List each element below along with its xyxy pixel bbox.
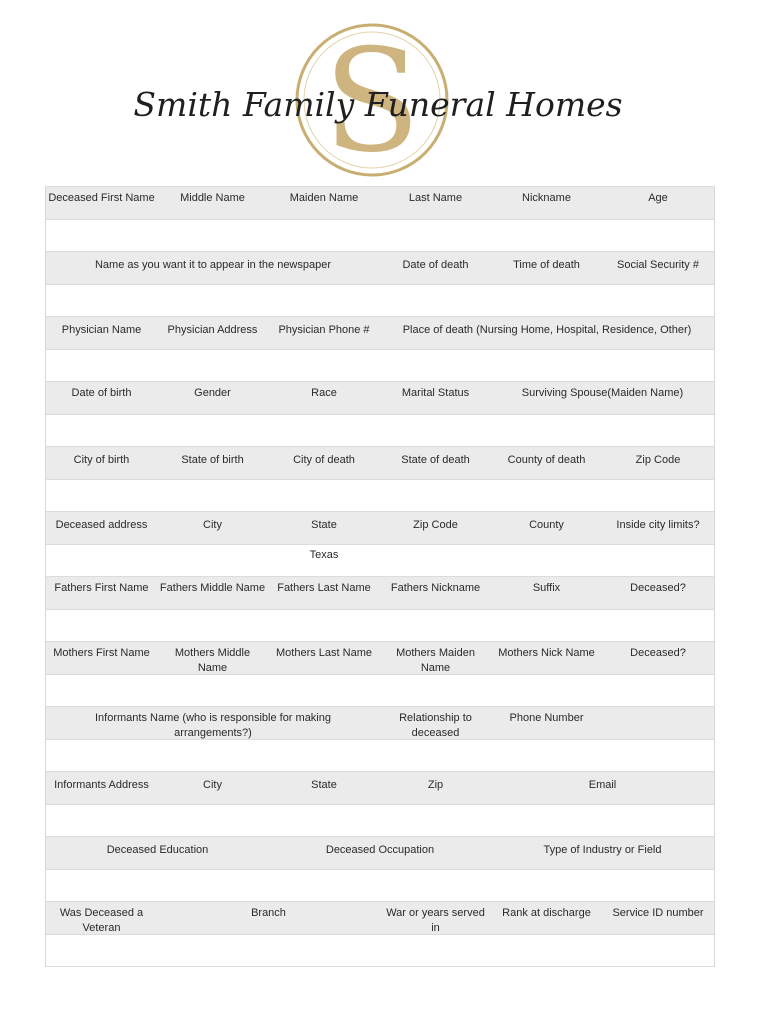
row-location-values[interactable] (46, 479, 714, 511)
row-mother-values[interactable] (46, 674, 714, 706)
label-informant-city: City (203, 779, 222, 791)
label-place-of-death: Place of death (Nursing Home, Hospital, Residence, Other) (402, 324, 692, 336)
label-rank: Rank at discharge (502, 907, 591, 919)
label-mothers-first-name: Mothers First Name (53, 647, 150, 659)
funeral-home-logo (0, 0, 770, 185)
label-city-of-birth: City of birth (73, 454, 130, 466)
label-mothers-middle-name: Mothers Middle Name (174, 647, 251, 674)
label-gender: Gender (194, 387, 231, 399)
label-industry: Type of Industry or Field (543, 844, 662, 856)
label-fathers-last-name: Fathers Last Name (277, 582, 371, 594)
row-informant-address-labels (46, 771, 714, 804)
label-city-of-death: City of death (293, 454, 355, 466)
row-address-labels (46, 511, 714, 544)
label-social-security: Social Security # (617, 259, 699, 271)
label-middle-name: Middle Name (180, 192, 245, 204)
label-time-of-death: Time of death (513, 259, 580, 271)
label-state-of-death: State of death (401, 454, 470, 466)
row-name-values[interactable] (46, 219, 714, 251)
label-informants-name: Informants Name (who is responsible for making arrangements?) (95, 712, 331, 739)
value-address-state[interactable]: Texas (309, 549, 339, 561)
row-education-labels (46, 836, 714, 869)
label-informant-state: State (311, 779, 337, 791)
row-location-labels (46, 446, 714, 479)
row-birth-values[interactable] (46, 414, 714, 446)
label-age: Age (648, 192, 668, 204)
label-physician-name: Physician Name (61, 324, 142, 336)
label-mothers-maiden-name: Mothers Maiden Name (396, 647, 475, 674)
label-inside-city-limits: Inside city limits? (616, 519, 700, 531)
label-county-of-death: County of death (507, 454, 586, 466)
label-fathers-middle-name: Fathers Middle Name (159, 582, 266, 594)
label-address-county: County (529, 519, 564, 531)
label-branch: Branch (251, 907, 286, 919)
label-mother-deceased: Deceased? (630, 647, 686, 659)
label-war-years: War or years served in (386, 907, 485, 934)
label-last-name: Last Name (408, 192, 463, 204)
label-mothers-last-name: Mothers Last Name (276, 647, 372, 659)
row-mother-labels (46, 641, 714, 674)
row-education-values[interactable] (46, 869, 714, 901)
row-obituary-values[interactable] (46, 284, 714, 316)
label-deceased-education: Deceased Education (106, 844, 209, 856)
label-physician-address: Physician Address (167, 324, 258, 336)
label-surviving-spouse: Surviving Spouse(Maiden Name) (521, 387, 684, 399)
label-suffix: Suffix (532, 582, 561, 594)
row-informant-values[interactable] (46, 739, 714, 771)
label-date-of-death: Date of death (402, 259, 469, 271)
label-address-city: City (203, 519, 222, 531)
row-obituary-labels (46, 251, 714, 284)
label-address-state: State (311, 519, 337, 531)
row-veteran-values[interactable] (46, 934, 714, 967)
label-informants-address: Informants Address (54, 779, 149, 791)
label-address-zip: Zip Code (413, 519, 458, 531)
row-father-values[interactable] (46, 609, 714, 641)
label-deceased-first-name: Deceased First Name (48, 192, 155, 204)
label-physician-phone: Physician Phone # (278, 324, 370, 336)
label-phone-number: Phone Number (509, 712, 584, 724)
intake-form-grid (45, 186, 715, 967)
label-maiden-name: Maiden Name (289, 192, 359, 204)
row-physician-labels (46, 316, 714, 349)
row-physician-values[interactable] (46, 349, 714, 381)
row-address-values[interactable] (46, 544, 714, 576)
label-email: Email (588, 779, 617, 791)
row-informant-address-values[interactable] (46, 804, 714, 836)
label-service-id: Service ID number (612, 907, 704, 919)
logo-monogram: S (323, 19, 421, 184)
row-father-labels (46, 576, 714, 609)
row-veteran-labels (46, 901, 714, 934)
label-date-of-birth: Date of birth (71, 387, 132, 399)
label-marital-status: Marital Status (401, 387, 470, 399)
label-relationship: Relationship to deceased (399, 712, 472, 739)
label-veteran: Was Deceased a Veteran (59, 907, 144, 934)
label-fathers-nickname: Fathers Nickname (390, 582, 481, 594)
label-newspaper-name: Name as you want it to appear in the newspaper (94, 259, 332, 271)
row-informant-labels (46, 706, 714, 739)
label-race: Race (311, 387, 337, 399)
label-deceased-address: Deceased address (55, 519, 148, 531)
label-deceased-occupation: Deceased Occupation (325, 844, 435, 856)
brand-name: Smith Family Funeral Homes (133, 85, 623, 124)
row-name-labels (46, 186, 714, 219)
label-state-of-birth: State of birth (181, 454, 244, 466)
label-nickname: Nickname (522, 192, 571, 204)
label-fathers-first-name: Fathers First Name (54, 582, 149, 594)
label-informant-zip: Zip (427, 779, 444, 791)
row-birth-labels (46, 381, 714, 414)
label-mothers-nick-name: Mothers Nick Name (498, 647, 595, 659)
label-father-deceased: Deceased? (630, 582, 686, 594)
label-zip-code-death: Zip Code (635, 454, 681, 466)
